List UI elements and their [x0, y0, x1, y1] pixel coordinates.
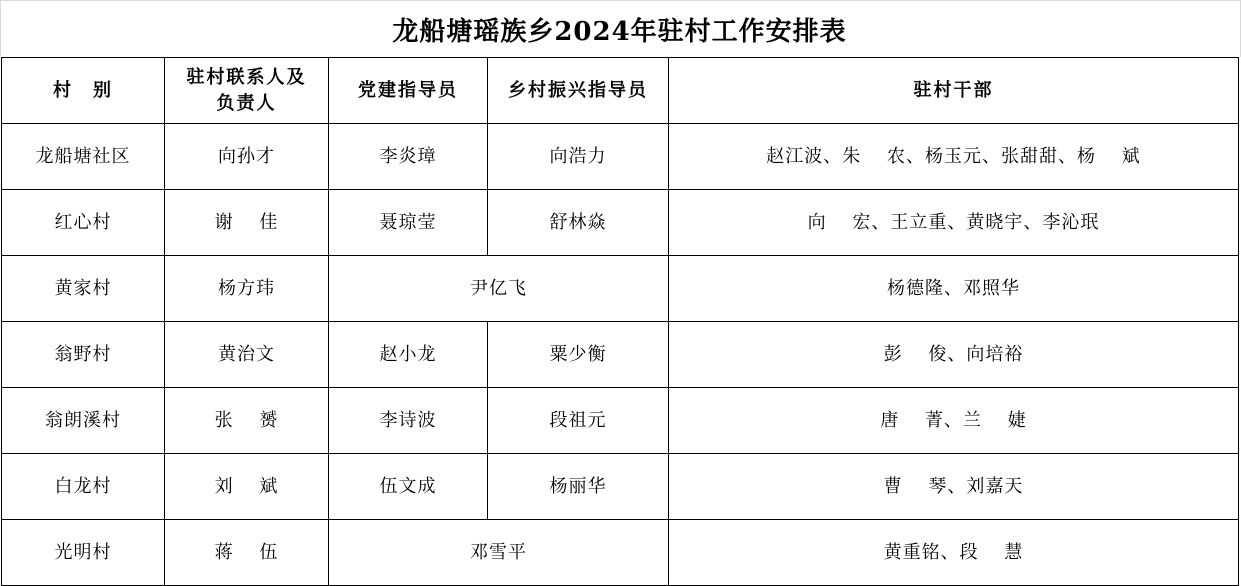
table-row — [2, 190, 1239, 256]
cell-village: 龙船塘社区 — [2, 124, 165, 190]
table-row — [2, 454, 1239, 520]
cell-liaison: 蒋 伍 — [165, 520, 329, 586]
cell-party-guide: 伍文成 — [329, 454, 488, 520]
cell-cadres: 杨德隆、邓照华 — [669, 256, 1239, 322]
table-row — [2, 322, 1239, 388]
header-cadres: 驻村干部 — [669, 58, 1239, 124]
cell-revival-guide: 舒林焱 — [488, 190, 669, 256]
cell-party-guide: 聂琼莹 — [329, 190, 488, 256]
cell-village: 光明村 — [2, 520, 165, 586]
table-row — [2, 256, 1239, 322]
header-village: 村 别 — [2, 58, 165, 124]
cell-liaison: 张 赟 — [165, 388, 329, 454]
cell-liaison: 向孙才 — [165, 124, 329, 190]
cell-cadres: 黄重铭、段 慧 — [669, 520, 1239, 586]
cell-revival-guide: 粟少衡 — [488, 322, 669, 388]
table-row — [2, 124, 1239, 190]
table-row — [2, 388, 1239, 454]
cell-village: 白龙村 — [2, 454, 165, 520]
page-title: 龙船塘瑶族乡2024年驻村工作安排表 — [392, 16, 847, 47]
cell-cadres: 唐 菁、兰 婕 — [669, 388, 1239, 454]
cell-cadres: 彭 俊、向培裕 — [669, 322, 1239, 388]
cell-cadres: 曹 琴、刘嘉天 — [669, 454, 1239, 520]
cell-cadres: 赵江波、朱 农、杨玉元、张甜甜、杨 斌 — [669, 124, 1239, 190]
cell-village: 翁野村 — [2, 322, 165, 388]
cell-village: 红心村 — [2, 190, 165, 256]
cell-liaison: 杨方玮 — [165, 256, 329, 322]
header-revival-guide: 乡村振兴指导员 — [488, 58, 669, 124]
cell-revival-guide: 段祖元 — [488, 388, 669, 454]
cell-village: 黄家村 — [2, 256, 165, 322]
cell-liaison: 刘 斌 — [165, 454, 329, 520]
cell-cadres: 向 宏、王立重、黄晓宇、李沁珉 — [669, 190, 1239, 256]
title-bar — [0, 0, 1241, 57]
table-header-row — [2, 58, 1239, 124]
header-party-guide: 党建指导员 — [329, 58, 488, 124]
cell-village: 翁朗溪村 — [2, 388, 165, 454]
cell-liaison: 谢 佳 — [165, 190, 329, 256]
cell-party-guide: 李诗波 — [329, 388, 488, 454]
schedule-table — [1, 57, 1239, 586]
cell-revival-guide: 向浩力 — [488, 124, 669, 190]
cell-combined-guide: 尹亿飞 — [329, 256, 669, 322]
cell-party-guide: 赵小龙 — [329, 322, 488, 388]
cell-revival-guide: 杨丽华 — [488, 454, 669, 520]
header-liaison: 驻村联系人及 负责人 — [165, 58, 329, 124]
table-row — [2, 520, 1239, 586]
cell-combined-guide: 邓雪平 — [329, 520, 669, 586]
cell-party-guide: 李炎璋 — [329, 124, 488, 190]
cell-liaison: 黄治文 — [165, 322, 329, 388]
